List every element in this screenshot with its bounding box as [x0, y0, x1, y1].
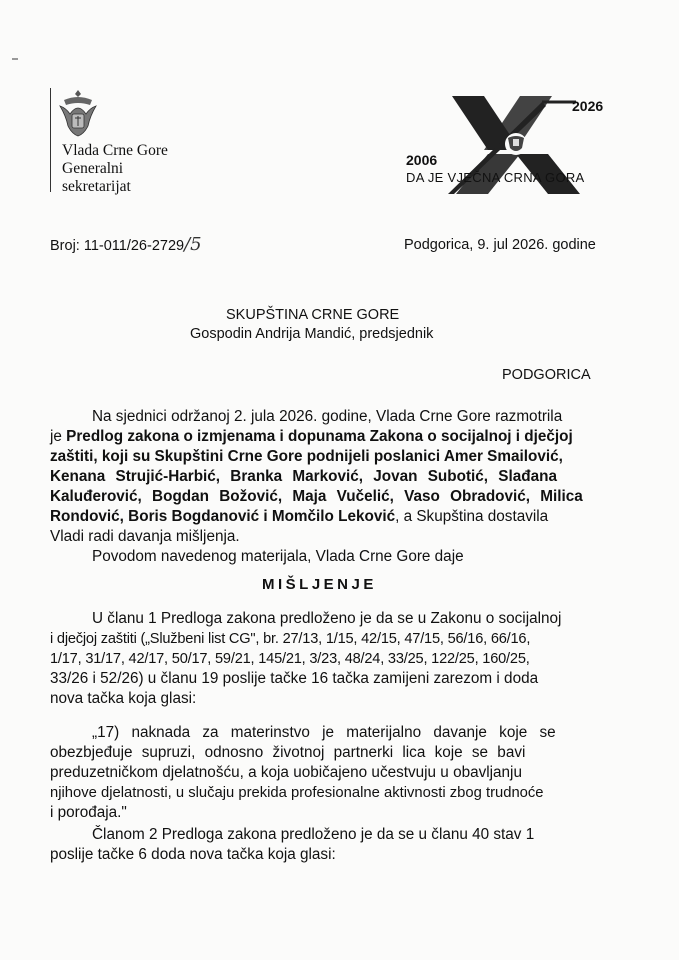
handwritten-suffix: /5 [184, 234, 202, 255]
recipient-name: SKUPŠTINA CRNE GORE [226, 307, 400, 323]
org-name-line-2: Generalni [62, 160, 124, 177]
article1-line-4: 33/26 i 52/26) u članu 19 poslije tačke 16 tačka zamijeni zarezom i doda [50, 670, 539, 687]
corner-mark [12, 58, 18, 60]
place-date: Podgorica, 9. jul 2026. godine [404, 237, 596, 253]
quote-line-5: i porođaja." [50, 804, 127, 821]
intro-line-6: Rondović, Boris Bogdanović i Momčilo Leković, a Skupština dostavila [50, 508, 549, 525]
article2-line-2: poslije tačke 6 doda nova tačka koja glasi: [50, 846, 336, 863]
coat-of-arms-icon [505, 133, 527, 155]
logo-motto: DA JE VJEČNA CRNA GORA [406, 170, 585, 185]
intro-line-1: Na sjednici održanoj 2. jula 2026. godine, Vlada Crne Gore razmotrila [92, 408, 563, 425]
reference-number-text: Broj: 11-011/26-2729 [50, 238, 185, 254]
intro-followup: Povodom navedenog materijala, Vlada Crne Gore daje [92, 548, 464, 565]
article2-line-1: Članom 2 Predloga zakona predloženo je da se u članu 40 stav 1 [92, 826, 535, 843]
quote-line-4: njihove djelatnosti, u slučaju prekida profesionalne aktivnosti zbog trudnoće [50, 785, 544, 801]
intro-line-2-text: je Predlog zakona o izmjenama i dopunama Zakona o socijalnoj i dječjoj [50, 428, 573, 445]
jubilee-logo [392, 88, 620, 200]
article1-line-3: 1/17, 31/17, 42/17, 50/17, 59/21, 145/21, 3/23, 48/24, 33/25, 122/25, 160/25, [50, 651, 530, 667]
section-heading: MIŠLJENJE [262, 576, 377, 593]
recipient-city: PODGORICA [502, 367, 591, 383]
intro-line-2 [50, 427, 620, 447]
article1-line-1: U članu 1 Predloga zakona predloženo je da se u Zakonu o socijalnoj [92, 610, 562, 627]
quote-line-3: preduzetničkom djelatnošću, a koja uobičajeno učestvuju u obavljanju [50, 764, 522, 781]
reference-number [50, 236, 202, 255]
org-name-line-3: sekretarijat [62, 178, 131, 195]
article1-line-2: i dječjoj zaštiti („Službeni list CG", br. 27/13, 1/15, 42/15, 47/15, 56/16, 66/16, [50, 631, 531, 647]
recipient-person: Gospodin Andrija Mandić, predsjednik [190, 326, 434, 342]
logo-year-start: 2006 [406, 152, 438, 168]
intro-line-4: Kenana Strujić-Harbić, Branka Marković, Jovan Subotić, Slađana [50, 468, 557, 485]
article1-line-5: nova tačka koja glasi: [50, 690, 197, 707]
intro-line-3: zaštiti, koji su Skupštini Crne Gore podnijeli poslanici Amer Smailović, [50, 448, 563, 465]
coat-of-arms-icon [56, 88, 100, 140]
logo-year-end: 2026 [572, 98, 604, 114]
header-divider [50, 88, 51, 192]
quote-line-2: obezbjeđuje supruzi, odnosno životnoj partnerki lica koje se bavi [50, 744, 526, 761]
quote-line-1: „17) naknada za materinstvo je materijalno davanje koje se [92, 724, 556, 741]
intro-line-7: Vladi radi davanja mišljenja. [50, 528, 240, 545]
intro-line-5: Kaluđerović, Bogdan Božović, Maja Vučelić, Vaso Obradović, Milica [50, 488, 583, 505]
org-name-line-1: Vlada Crne Gore [62, 142, 168, 159]
